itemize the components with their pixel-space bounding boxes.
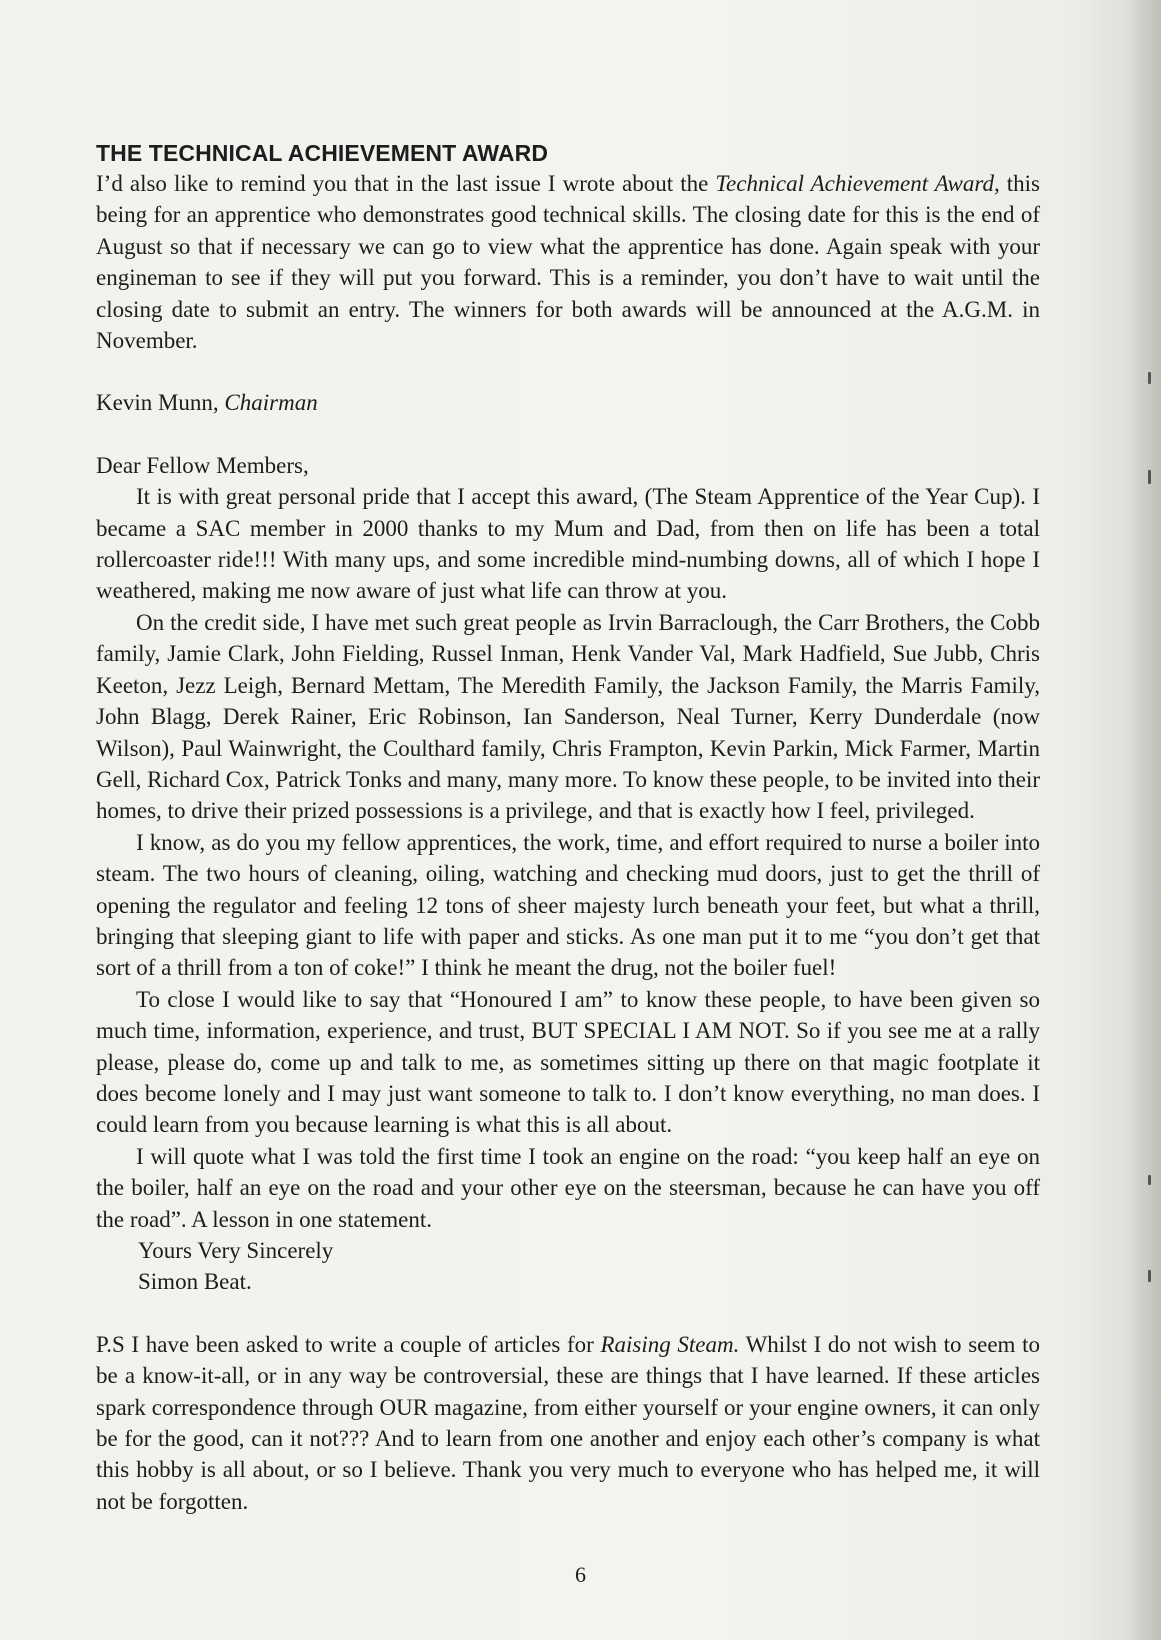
letter-paragraph: I will quote what I was told the first time I took an engine on the road: “you keep half an eye on the boiler, half an eye on the road and your other eye on the steersman, because he can have you off the road”. A lesson in one statement. [96, 1143, 1040, 1232]
section-heading: THE TECHNICAL ACHIEVEMENT AWARD [96, 140, 549, 166]
chairman-signoff [96, 387, 1040, 418]
page-content [96, 138, 1040, 1517]
letter-paragraph: I know, as do you my fellow apprentices, the work, time, and effort required to nurse a boiler into steam. The two hours of cleaning, oiling, watching and checking mud doors, just to get the thrill of opening the regulator and feeling 12 tons of sheer majesty lurch beneath your feet, but what a thrill, bringing that sleeping giant to life with paper and sticks. As one man put it to me “you don’t get that sort of a thrill from a ton of coke!” I think he meant the drug, not the boiler fuel! [96, 829, 1040, 981]
letter-signature: Simon Beat. [138, 1269, 252, 1295]
letter-salutation: Dear Fellow Members, [96, 452, 309, 478]
chairman-title: Chairman [224, 390, 318, 416]
letter-closing: Yours Very Sincerely [138, 1238, 334, 1263]
edge-mark [1148, 470, 1151, 484]
letter-paragraph: It is with great personal pride that I accept this award, (The Steam Apprentice of the Year Cup). I became a SAC member in 2000 thanks to my Mum and Dad, from then on life has been a total rollercoaster ride!!! With many ups, and some incredible mind-numbing downs, all of which I hope I weathered, making me now aware of just what life can throw at you. [96, 484, 1040, 604]
award-text-end: this being for an apprentice who demonstrates good technical skills. The closing date for this is the end of August so that if necessary we can go to view what the apprentice has done. Again speak with your engineman to see if they will put you forward. This is a reminder, you don’t have to wait until the closing date to submit an entry. The winners for both awards will be announced at the A.G.M. in November. [96, 171, 1040, 354]
letter-paragraph: On the credit side, I have met such great people as Irvin Barraclough, the Carr Brothers, the Cobb family, Jamie Clark, John Fielding, Russel Inman, Henk Vander Val, Mark Hadfield, Sue Jubb, Chris Keeton, Jezz Leigh, Bernard Mettam, The Meredith Family, the Jackson Family, the Marris Family, John Blagg, Derek Rainer, Eric Robinson, Ian Sanderson, Neal Turner, Kerry Dunderdale (now Wilson), Paul Wainwright, the Coulthard family, Chris Frampton, Kevin Parkin, Mick Farmer, Martin Gell, Richard Cox, Patrick Tonks and many, many more. To know these people, to be invited into their homes, to drive their prized possessions is a privilege, and that is exactly how I feel, privileged. [96, 609, 1040, 824]
chairman-name: Kevin Munn, [96, 390, 225, 416]
edge-mark [1148, 1175, 1151, 1185]
award-text-start: I’d also like to remind you that in the last issue I wrote about the [96, 171, 716, 196]
binding-shadow [1128, 0, 1161, 1640]
postscript-paragraph [96, 1329, 1040, 1517]
magazine-title: Raising Steam. [600, 1331, 740, 1357]
edge-mark [1148, 1270, 1151, 1282]
award-reminder-paragraph [96, 168, 1040, 356]
postscript-text-end: Whilst I do not wish to seem to be a know-it-all, or in any way be controversial, these are things that I have learned. If these articles spark correspondence through OUR magazine, from either yourself or your engine owners, it can only be for the good, can it not??? And to learn from one another and enjoy each other’s company is what this hobby is all about, or so I believe. Thank you very much to everyone who has helped me, it will not be forgotten. [96, 1331, 1040, 1514]
award-name: Technical Achievement Award, [715, 171, 1000, 196]
letter-paragraph: To close I would like to say that “Honoured I am” to know these people, to have been given so much time, information, experience, and trust, BUT SPECIAL I AM NOT. So if you see me at a rally please, please do, come up and talk to me, as sometimes sitting up there on that magic footplate it does become lonely and I may just want someone to talk to. I don’t know everything, no man does. I could learn from you because learning is what this is all about. [96, 986, 1040, 1138]
postscript-text-start: P.S I have been asked to write a couple of articles for [96, 1331, 601, 1357]
edge-mark [1148, 372, 1151, 384]
page-number: 6 [575, 1562, 586, 1587]
